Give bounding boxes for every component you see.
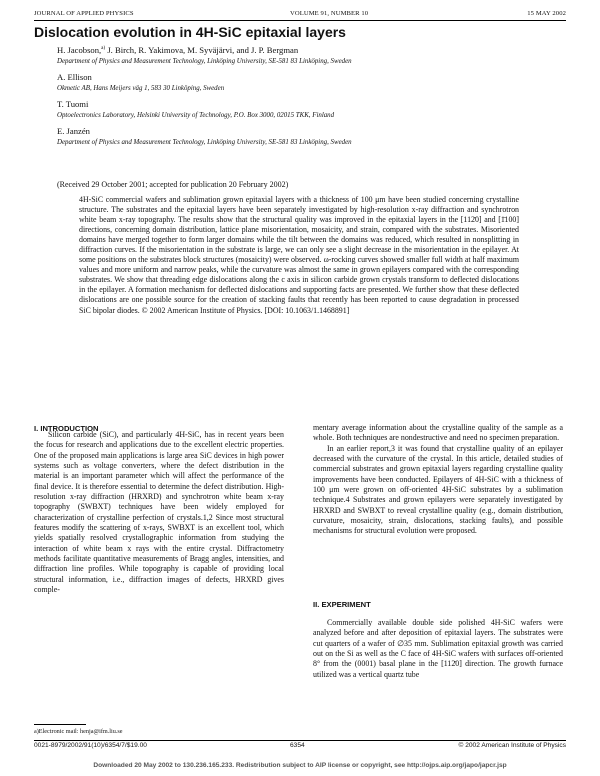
download-notice: Downloaded 20 May 2002 to 130.236.165.233. Redistribution subject to AIP license or copyright, see http://ojps.aip.org/japo/japcr.jsp [93, 762, 507, 769]
running-header-journal: JOURNAL OF APPLIED PHYSICS [34, 10, 134, 17]
received-dates: (Received 29 October 2001; accepted for publication 20 February 2002) [57, 180, 289, 189]
author-line-1: H. Jacobson,$^{a)}$ J. Birch, R. Yakimova, M. Syväjärvi, and J. P. Bergman [57, 45, 299, 55]
running-header-date: 15 MAY 2002 [527, 10, 566, 17]
column-right-experiment [313, 618, 563, 680]
author-line-3: T. Tuomi [57, 99, 89, 109]
column-right [313, 423, 563, 537]
running-header-volume: VOLUME 91, NUMBER 10 [290, 10, 369, 17]
footer-rule [34, 740, 566, 741]
affiliation-2: Okmetic AB, Hans Meijers väg 1, 583 30 Linköping, Sweden [57, 85, 225, 92]
section-heading-experiment: II. EXPERIMENT [313, 600, 371, 609]
affiliation-3: Optoelectronics Laboratory, Helsinki University of Technology, P.O. Box 3000, 02015 TKK, Finland [57, 112, 335, 119]
author-line-2: A. Ellison [57, 72, 92, 82]
footer-copyright: © 2002 American Institute of Physics [458, 742, 566, 749]
section-heading-introduction: I. INTRODUCTION [34, 424, 99, 433]
footer-page-number: 6354 [290, 742, 305, 749]
paper-title: Dislocation evolution in 4H-SiC epitaxial layers [34, 24, 346, 40]
author-line-4: E. Janzén [57, 126, 90, 136]
footnote-rule [34, 724, 86, 725]
header-rule [34, 20, 566, 21]
footnote-email: a)Electronic mail: henja@ifm.liu.se [34, 728, 123, 735]
intro-paragraph-2: In an earlier report,3 it was found that crystalline quality of an epilayer decreased with the curvature of the crystal. In this article, detailed studies of commercial substrates and grown epitaxial layers regarding crystalline quality improvements have been conducted. Epilayers of 4H-SiC with a thickness of 100 μm were grown on off-oriented 4H-SiC substrates by a sublimation technique.4 Substrates and grown epilayers were separately investigated by HRXRD and SWBXT to reveal crystalline quality (e.g., domain distribution, curvature, mosaicity, strain, dislocations, stacking faults), and possible mechanisms for structural evolution were proposed. [313, 443, 563, 536]
intro-paragraph-1: Silicon carbide (SiC), and particularly 4H-SiC, has in recent years been the focus for research and applications due to the excellent electric properties. One of the proposed main applications is large area SiC devices in high power systems such as voltage converters, where the defect distribution in the material is an important parameter which will affect the performance of the final device. It is therefore essential to determine the defect distribution. High-resolution x-ray diffraction (HRXRD) and synchrotron white beam x-ray topography (SWBXT) techniques have been widely employed for characterization of crystalline perfection of crystals.1,2 Since most structural features modify the scattering of x-rays, SWBXT is an excellent tool, which yields spatially resolved crystallographic information from studying the interaction of white beam x rays with the entire crystal. Diffractometry methods facilitate quantitative measurements of Bragg angles, intensities, and diffraction line profiles. While topography is capable of providing local structural information, i.e., diffraction images of defects, HRXRD gives comple- [34, 430, 284, 595]
abstract: 4H-SiC commercial wafers and sublimation grown epitaxial layers with a thickness of 100 μm have been studied concerning crystalline structure. The substrates and the epitaxial layers have been separately investigated by high-resolution x-ray diffraction and synchrotron white beam x-ray topography. The results show that the structural quality was improved in the epitaxial layers in the [112̄0] and [1̄100] directions, concerning domain distribution, lattice plane misorientation, mosaicity, and strain, compared with the substrates. Misoriented domains have merged together to form larger domains while the tilt between the domains was reduced, which resulted in nonsplitting in diffraction curves. If the misorientation in the substrate is large, we can only see a slight decrease in the misorientation in the epilayer. At some positions on the substrates block structures (mosaicity) were observed. ω-rocking curves showed smaller full width at half maximum values and more uniform and narrow peaks, while the curvature was almost the same in grown epilayers compared with the corresponding substrates. We show that threading edge dislocations along the c axis in silicon carbide grown crystals transform to deflected dislocations in the epilayer. A formation mechanism for deflected dislocations and supporting facts are presented. We further show that these deflected dislocations are one possible source for the creation of stacking faults that recently has been reported to cause degradation in processed SiC bipolar diodes. © 2002 American Institute of Physics. [DOI: 10.1063/1.1468891] [79, 195, 519, 315]
intro-paragraph-1-continued: mentary average information about the crystalline quality of the sample as a whole. Both techniques are nondestructive and need no specimen preparation. [313, 423, 563, 443]
affiliation-4: Department of Physics and Measurement Technology, Linköping University, SE-581 83 Linköping, Sweden [57, 139, 352, 146]
footer-issn: 0021-8979/2002/91(10)/6354/7/$19.00 [34, 742, 147, 749]
column-left [34, 430, 284, 596]
experiment-paragraph-1: Commercially available double side polished 4H-SiC wafers were analyzed before and after deposition of epitaxial layers. The substrates were cut quarters of a wafer of ∅35 mm. Sublimation epitaxial growth was carried out on the Si as well as the C face of 4H-SiC wafers with surfaces off-oriented 8° from the (0001) basal plane in the [112̄0] direction. The growth furnace utilized was a vertical quartz tube [313, 618, 563, 679]
affiliation-1: Department of Physics and Measurement Technology, Linköping University, SE-581 83 Linköping, Sweden [57, 58, 352, 65]
